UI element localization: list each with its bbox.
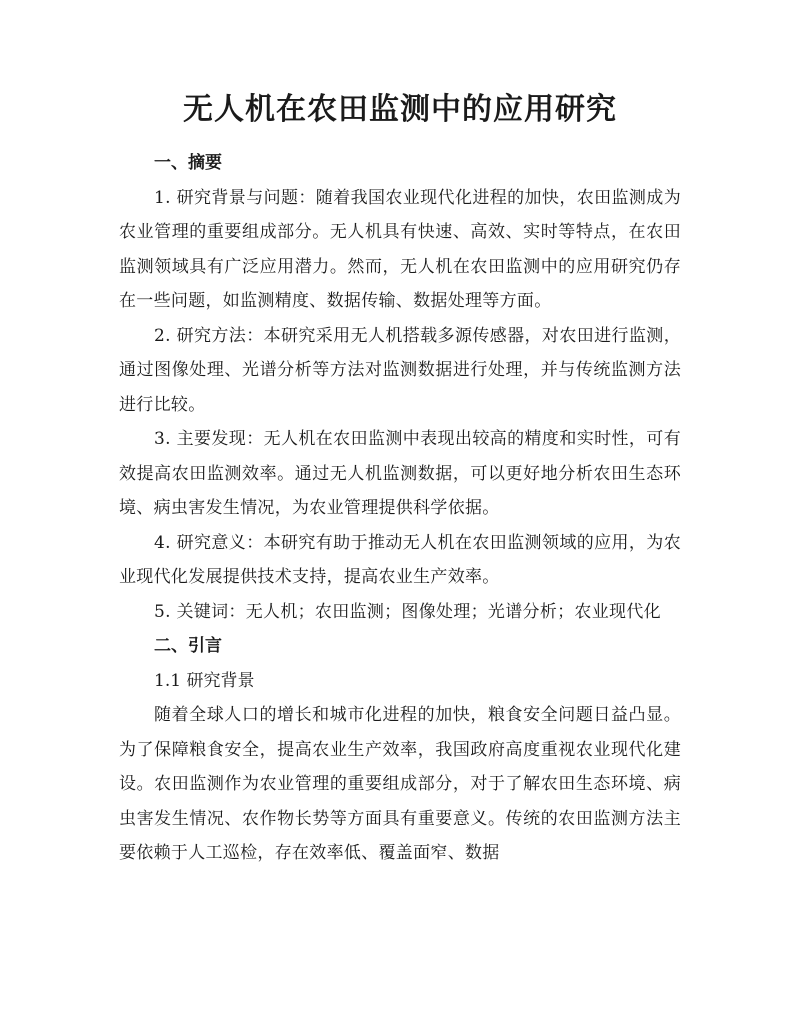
abstract-item-2: 2. 研究方法：本研究采用无人机搭载多源传感器，对农田进行监测，通过图像处理、光谱分析等方法对监测数据进行处理，并与传统监测方法进行比较。 xyxy=(119,325,681,415)
document-title: 无人机在农田监测中的应用研究 xyxy=(183,92,617,127)
section-heading-introduction: 二、引言 xyxy=(154,636,222,656)
section-heading-abstract: 一、摘要 xyxy=(154,153,222,173)
abstract-item-1: 1. 研究背景与问题：随着我国农业现代化进程的加快，农田监测成为农业管理的重要组成部分。无人机具有快速、高效、实时等特点，在农田监测领域具有广泛应用潜力。然而，无人机在农田监测中的应用研究仍存在一些问题，如监测精度、数据传输、数据处理等方面。 xyxy=(119,187,681,311)
document-page xyxy=(119,88,681,871)
abstract-item-5: 5. 关键词：无人机；农田监测；图像处理；光谱分析；农业现代化 xyxy=(154,601,661,622)
abstract-item-3: 3. 主要发现：无人机在农田监测中表现出较高的精度和实时性，可有效提高农田监测效率。通过无人机监测数据，可以更好地分析农田生态环境、病虫害发生情况，为农业管理提供科学依据。 xyxy=(119,429,681,518)
abstract-item-4: 4. 研究意义：本研究有助于推动无人机在农田监测领域的应用，为农业现代化发展提供技术支持，提高农业生产效率。 xyxy=(119,532,681,587)
introduction-paragraph: 随着全球人口的增长和城市化进程的加快，粮食安全问题日益凸显。为了保障粮食安全，提高农业生产效率，我国政府高度重视农业现代化建设。农田监测作为农业管理的重要组成部分，对于了解农田生态环境、病虫害发生情况、农作物长势等方面具有重要意义。传统的农田监测方法主要依赖于人工巡检，存在效率低、覆盖面窄、数据 xyxy=(119,705,681,863)
subheading-research-background: 1.1 研究背景 xyxy=(154,670,255,691)
